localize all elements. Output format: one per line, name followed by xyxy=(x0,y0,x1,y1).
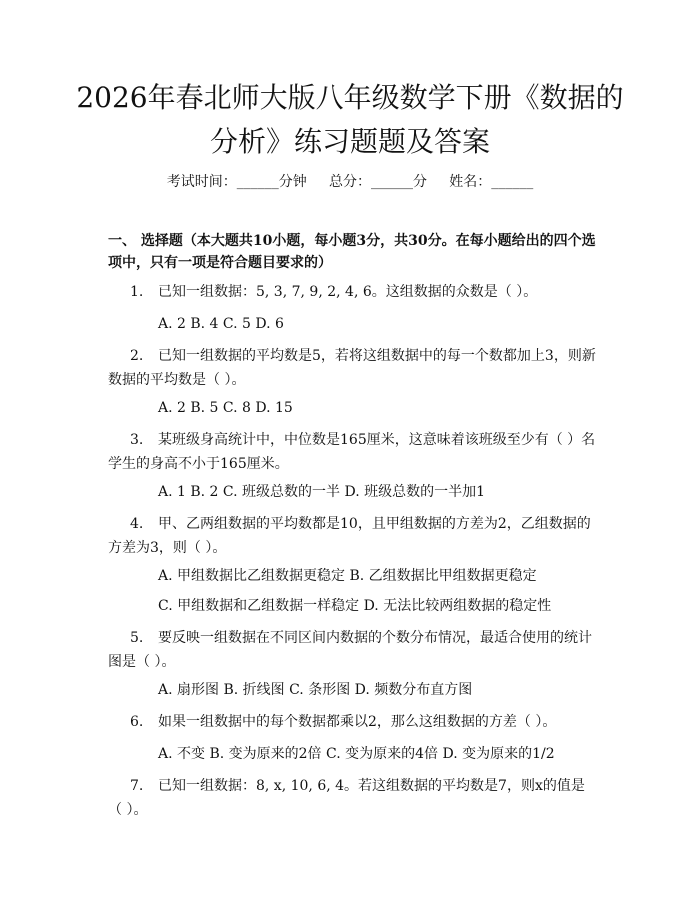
question-4-options-a-b: A. 甲组数据比乙组数据更稳定 B. 乙组数据比甲组数据更稳定 xyxy=(158,568,537,584)
title-line-2: 分析》练习题题及答案 xyxy=(209,125,490,158)
question-3-options: A. 1 B. 2 C. 班级总数的一半 D. 班级总数的一半加1 xyxy=(158,484,486,500)
question-text: 要反映一组数据在不同区间内数据的个数分布情况，最适合使用的统计图是（ ）。 xyxy=(108,630,592,670)
question-number: 4. xyxy=(130,516,144,532)
question-1 xyxy=(108,280,596,304)
section-header: 一、 选择题（本大题共10小题，每小题3分，共30分。在每小题给出的四个选项中，只有一项是符合题目要求的） xyxy=(108,233,596,271)
question-1-options: A. 2 B. 4 C. 5 D. 6 xyxy=(158,316,284,332)
question-6 xyxy=(108,710,596,734)
question-6-options: A. 不变 B. 变为原来的2倍 C. 变为原来的4倍 D. 变为原来的1/2 xyxy=(158,746,555,762)
question-7 xyxy=(108,774,596,822)
question-number: 3. xyxy=(130,432,144,448)
question-text: 已知一组数据的平均数是5，若将这组数据中的每一个数都加上3，则新数据的平均数是（ ）。 xyxy=(108,348,596,388)
question-text: 已知一组数据：5, 3, 7, 9, 2, 4, 6。这组数据的众数是（ ）。 xyxy=(158,284,538,300)
question-text: 某班级身高统计中，中位数是165厘米，这意味着该班级至少有（ ）名学生的身高不小于165厘米。 xyxy=(108,432,596,472)
question-text: 已知一组数据：8, x, 10, 6, 4。若这组数据的平均数是7，则x的值是（ ）。 xyxy=(108,778,585,818)
question-5-options: A. 扇形图 B. 折线图 C. 条形图 D. 频数分布直方图 xyxy=(158,682,473,698)
question-3 xyxy=(108,428,596,476)
question-4 xyxy=(108,512,596,560)
title-line-1: 2026年春北师大版八年级数学下册《数据的 xyxy=(76,81,624,114)
question-text: 甲、乙两组数据的平均数都是10，且甲组数据的方差为2，乙组数据的方差为3，则（ ）。 xyxy=(108,516,591,556)
question-number: 2. xyxy=(130,348,144,364)
question-2 xyxy=(108,344,596,392)
question-number: 6. xyxy=(130,714,144,730)
question-5 xyxy=(108,626,596,674)
question-4-options-c-d: C. 甲组数据和乙组数据一样稳定 D. 无法比较两组数据的稳定性 xyxy=(158,598,552,614)
document-title xyxy=(60,76,640,164)
question-number: 7. xyxy=(130,778,144,794)
exam-info-line: 考试时间：______分钟 总分：______分 姓名：______ xyxy=(166,174,534,190)
question-number: 1. xyxy=(130,284,144,300)
question-text: 如果一组数据中的每个数据都乘以2，那么这组数据的方差（ ）。 xyxy=(158,714,557,730)
question-2-options: A. 2 B. 5 C. 8 D. 15 xyxy=(158,400,293,416)
question-number: 5. xyxy=(130,630,144,646)
